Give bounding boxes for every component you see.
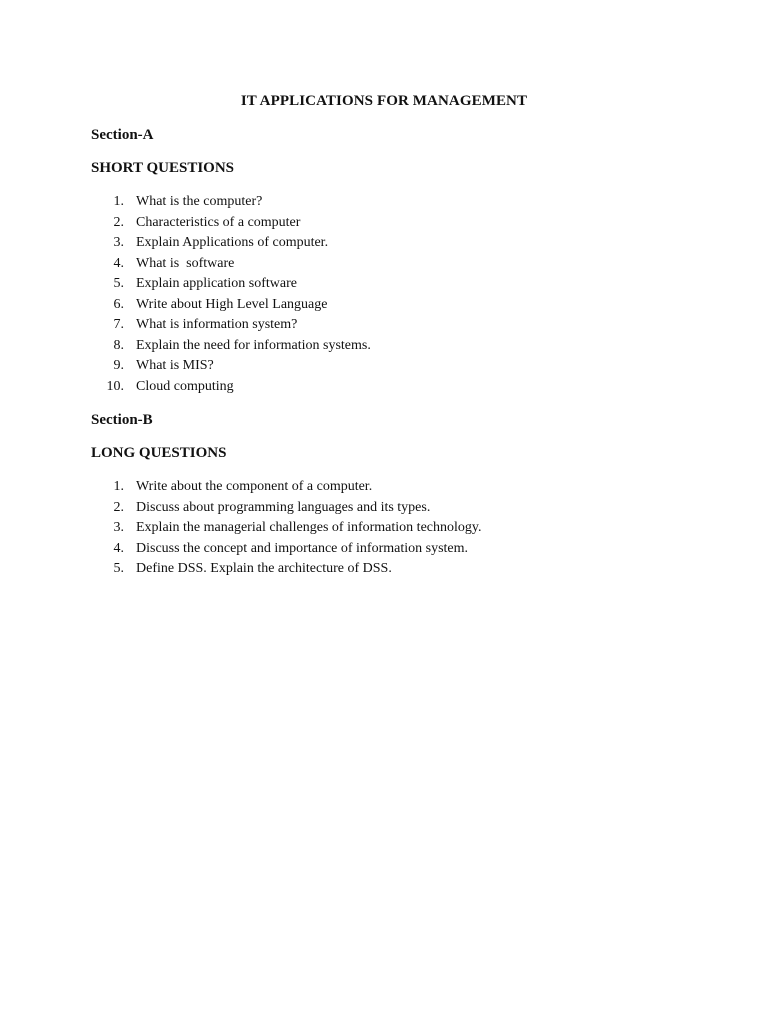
question-text: Explain the managerial challenges of information technology.	[136, 520, 482, 535]
question-text: Cloud computing	[136, 378, 234, 394]
question-number: 2.	[113, 499, 124, 515]
question-text: Write about High Level Language	[136, 296, 328, 312]
question-number: 5.	[113, 561, 124, 576]
question-number: 6.	[113, 296, 124, 312]
question-number: 10.	[106, 378, 124, 394]
question-text: Characteristics of a computer	[136, 214, 301, 230]
question-number: 4.	[113, 255, 124, 271]
question-number: 1.	[113, 194, 124, 209]
question-text: What is MIS?	[136, 358, 214, 373]
question-number: 5.	[113, 276, 124, 291]
question-number: 1.	[113, 479, 124, 494]
question-text: What is the computer?	[136, 194, 263, 209]
question-text: What is information system?	[136, 317, 298, 332]
question-number: 2.	[113, 214, 124, 230]
question-text: Explain the need for information systems.	[136, 337, 371, 353]
question-number: 4.	[113, 540, 124, 556]
question-text: What is software	[136, 255, 235, 271]
long-questions-heading: LONG QUESTIONS	[91, 445, 227, 461]
section-a-label: Section-A	[91, 127, 154, 143]
question-text: Discuss about programming languages and its types.	[136, 499, 431, 515]
question-text: Explain Applications of computer.	[136, 235, 329, 250]
question-text: Define DSS. Explain the architecture of DSS.	[136, 561, 392, 576]
question-text: Explain application software	[136, 276, 297, 291]
question-number: 3.	[113, 520, 124, 535]
question-text: Discuss the concept and importance of information system.	[136, 540, 469, 556]
question-number: 7.	[113, 317, 124, 332]
question-number: 3.	[113, 235, 124, 250]
question-number: 9.	[113, 358, 124, 373]
document-title: IT APPLICATIONS FOR MANAGEMENT	[240, 93, 528, 109]
section-b-label: Section-B	[91, 412, 153, 428]
short-questions-heading: SHORT QUESTIONS	[91, 160, 234, 176]
question-text: Write about the component of a computer.	[136, 479, 373, 494]
question-number: 8.	[113, 337, 124, 353]
